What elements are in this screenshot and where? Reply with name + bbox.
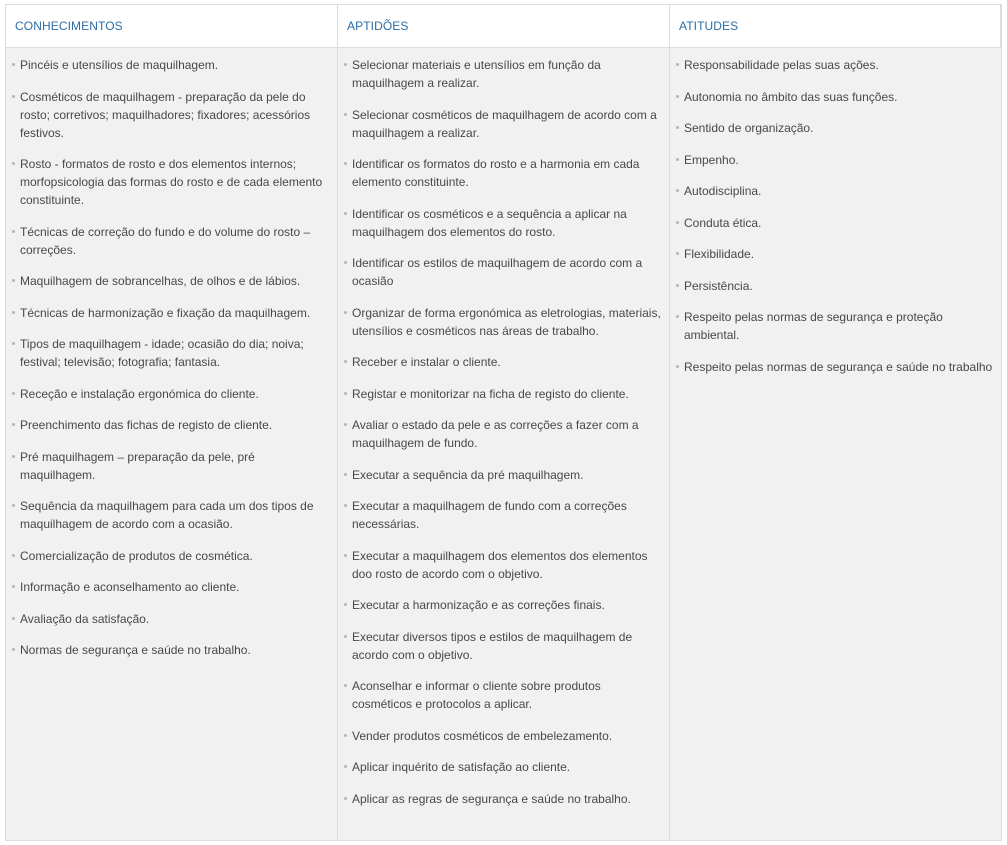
list-item: Identificar os cosméticos e a sequência a aplicar na maquilhagem dos elementos do rosto. — [344, 205, 661, 241]
list-item: Sequência da maquilhagem para cada um dos tipos de maquilhagem de acordo com a ocasião. — [12, 497, 329, 533]
column-header-skills: APTIDÕES — [338, 5, 670, 48]
knowledge-list — [12, 56, 329, 659]
list-item: Vender produtos cosméticos de embelezamento. — [344, 727, 661, 745]
list-item: Pincéis e utensílios de maquilhagem. — [12, 56, 329, 74]
list-item: Rosto - formatos de rosto e dos elementos internos; morfopsicologia das formas do rosto e de cada elemento constituinte. — [12, 155, 329, 209]
column-header-knowledge: CONHECIMENTOS — [6, 5, 338, 48]
list-item: Executar diversos tipos e estilos de maquilhagem de acordo com o objetivo. — [344, 628, 661, 664]
skills-list — [344, 56, 661, 808]
list-item: Técnicas de harmonização e fixação da maquilhagem. — [12, 304, 329, 322]
list-item: Executar a maquilhagem dos elementos dos elementos doo rosto de acordo com o objetivo. — [344, 547, 661, 583]
list-item: Tipos de maquilhagem - idade; ocasião do dia; noiva; festival; televisão; fotografia; fantasia. — [12, 335, 329, 371]
list-item: Autodisciplina. — [676, 182, 993, 200]
list-item: Técnicas de correção do fundo e do volume do rosto – correções. — [12, 223, 329, 259]
list-item: Identificar os formatos do rosto e a harmonia em cada elemento constituinte. — [344, 155, 661, 191]
list-item: Registar e monitorizar na ficha de registo do cliente. — [344, 385, 661, 403]
list-item: Executar a sequência da pré maquilhagem. — [344, 466, 661, 484]
list-item: Maquilhagem de sobrancelhas, de olhos e de lábios. — [12, 272, 329, 290]
list-item: Receber e instalar o cliente. — [344, 353, 661, 371]
list-item: Organizar de forma ergonómica as eletrologias, materiais, utensílios e cosméticos nas áreas de trabalho. — [344, 304, 661, 340]
list-item: Selecionar cosméticos de maquilhagem de acordo com a maquilhagem a realizar. — [344, 106, 661, 142]
list-item: Flexibilidade. — [676, 245, 993, 263]
list-item: Respeito pelas normas de segurança e saúde no trabalho — [676, 358, 993, 376]
list-item: Aplicar inquérito de satisfação ao cliente. — [344, 758, 661, 776]
list-item: Receção e instalação ergonómica do cliente. — [12, 385, 329, 403]
list-item: Sentido de organização. — [676, 119, 993, 137]
list-item: Conduta ética. — [676, 214, 993, 232]
list-item: Respeito pelas normas de segurança e proteção ambiental. — [676, 308, 993, 344]
list-item: Cosméticos de maquilhagem - preparação da pele do rosto; corretivos; maquilhadores; fixadores; acessórios festivos. — [12, 88, 329, 142]
list-item: Aconselhar e informar o cliente sobre produtos cosméticos e protocolos a aplicar. — [344, 677, 661, 713]
list-item: Empenho. — [676, 151, 993, 169]
list-item: Normas de segurança e saúde no trabalho. — [12, 641, 329, 659]
list-item: Pré maquilhagem – preparação da pele, pré maquilhagem. — [12, 448, 329, 484]
attitudes-column — [670, 48, 1001, 840]
list-item: Preenchimento das fichas de registo de cliente. — [12, 416, 329, 434]
list-item: Responsabilidade pelas suas ações. — [676, 56, 993, 74]
list-item: Avaliar o estado da pele e as correções a fazer com a maquilhagem de fundo. — [344, 416, 661, 452]
list-item: Avaliação da satisfação. — [12, 610, 329, 628]
list-item: Executar a harmonização e as correções finais. — [344, 596, 661, 614]
competencies-table — [5, 4, 1002, 841]
knowledge-column — [6, 48, 338, 840]
list-item: Informação e aconselhamento ao cliente. — [12, 578, 329, 596]
list-item: Persistência. — [676, 277, 993, 295]
list-item: Aplicar as regras de segurança e saúde no trabalho. — [344, 790, 661, 808]
attitudes-list — [676, 56, 993, 376]
list-item: Autonomia no âmbito das suas funções. — [676, 88, 993, 106]
skills-column — [338, 48, 670, 840]
list-item: Comercialização de produtos de cosmética. — [12, 547, 329, 565]
column-header-attitudes: ATITUDES — [670, 5, 1001, 48]
list-item: Executar a maquilhagem de fundo com a correções necessárias. — [344, 497, 661, 533]
list-item: Selecionar materiais e utensílios em função da maquilhagem a realizar. — [344, 56, 661, 92]
list-item: Identificar os estilos de maquilhagem de acordo com a ocasião — [344, 254, 661, 290]
